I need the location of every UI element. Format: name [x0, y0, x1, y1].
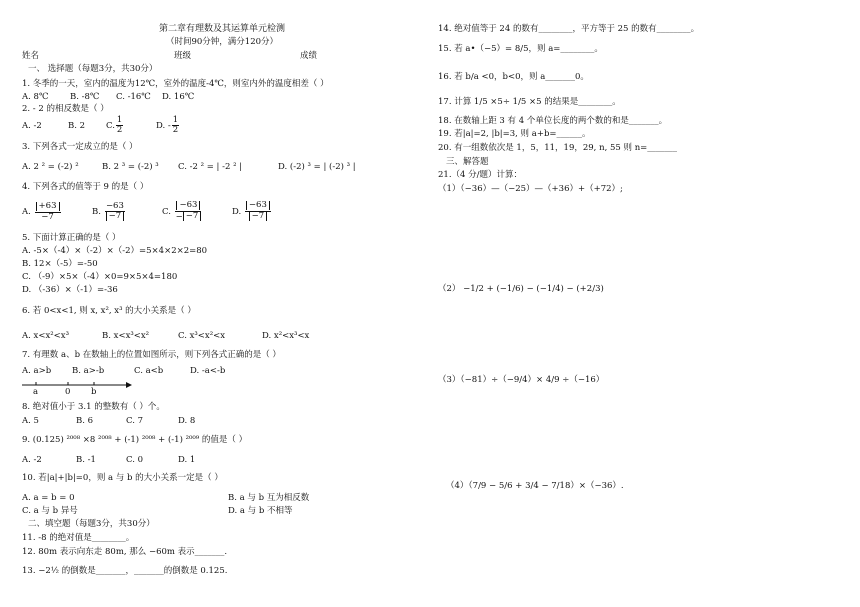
q6-option-c: C. x³<x²<x [178, 331, 226, 341]
problem-2: （2） −1/2 + (−1/6) − (−1/4) − (+2/3) [438, 284, 604, 294]
axis-label-a: a [33, 387, 39, 397]
q10-option-b: B. a 与 b 互为相反数 [228, 493, 310, 503]
q2-option-b: B. 2 [68, 121, 86, 131]
q2-option-a: A. -2 [22, 121, 42, 131]
q4-option-d: D. $\frac{-63}{-7}$ [232, 198, 272, 226]
q1-option-d: D. 16℃ [162, 92, 195, 102]
question-3: 3. 下列各式一定成立的是（ ） [22, 142, 138, 152]
q5-option-b: B. 12×（-5）=-50 [22, 259, 98, 269]
question-12: 12. 80m 表示向东走 80m, 那么 −60m 表示_______. [22, 547, 228, 557]
score-label: 成绩 [300, 51, 318, 61]
question-15: 15. 若 a•（−5）= 8/5，则 a=________。 [438, 44, 603, 54]
q5-option-c: C. （-9）×5×（-4）×0=9×5×4=180 [22, 272, 178, 282]
problem-3: （3）（−81）÷（−9/4）× 4/9 ÷（−16） [438, 375, 605, 385]
question-11: 11. -8 的绝对值是________。 [22, 533, 135, 543]
q3-option-a: A. 2 ² = (-2) ² [22, 162, 79, 172]
question-9: 9. (0.125) ²⁰⁰⁸ ×8 ²⁰⁰⁸ + (-1) ²⁰⁰⁸ + (-1) ²⁰⁰⁹ 的值是（ ） [22, 435, 248, 445]
question-21: 21.（4 分/题）计算： [438, 170, 522, 180]
q10-option-c: C. a 与 b 异号 [22, 506, 78, 516]
q4-option-b: B. $\frac{-63}{-7}$ [92, 200, 124, 221]
exam-title: 第二章有理数及其运算单元检测 [158, 24, 285, 34]
section1-heading: 一、 选择题（每题3分，共30分） [28, 64, 158, 74]
q9-option-c: C. 0 [126, 455, 144, 465]
question-14: 14. 绝对值等于 24 的数有________，平方等于 25 的数有________。 [438, 24, 700, 34]
question-2: 2. - 2 的相反数是（ ） [22, 104, 109, 114]
q6-option-b: B. x<x³<x² [102, 331, 150, 341]
question-1: 1. 冬季的一天，室内的温度为12℃，室外的温度-4℃，则室内外的温度相差（ ） [22, 79, 329, 89]
q2-option-c: C. $\frac{1}{2}$ [106, 115, 123, 135]
q6-option-a: A. x<x²<x³ [22, 331, 69, 341]
q3-option-b: B. 2 ³ = (-2) ³ [102, 162, 159, 172]
q1-option-c: C. -16℃ [116, 92, 151, 102]
q7-option-c: C. a<b [134, 366, 164, 376]
class-label: 班级 [174, 51, 192, 61]
axis-label-b: b [91, 387, 97, 397]
q4-option-a: A. $\frac{+63}{-7}$ [22, 198, 62, 226]
q9-option-d: D. 1 [178, 455, 196, 465]
section3-heading: 三、解答题 [446, 157, 489, 167]
number-line [22, 379, 142, 391]
q8-option-c: C. 7 [126, 416, 144, 426]
q7-option-a: A. a>b [22, 366, 52, 376]
question-20: 20. 有一组数依次是 1，5，11，19，29, n, 55 则 n=_______ [438, 143, 678, 153]
q7-option-b: B. a>-b [72, 366, 105, 376]
question-17: 17. 计算 1/5 ×5÷ 1/5 ×5 的结果是________。 [438, 97, 621, 107]
problem-1: （1）（−36）—（−25）—（+36）+（+72）; [438, 184, 623, 194]
question-18: 18. 在数轴上距 3 有 4 个单位长度的两个数的和是_______。 [438, 116, 668, 126]
q3-option-c: C. -2 ² = | -2 ² | [178, 162, 243, 172]
q10-option-a: A. a = b = 0 [22, 493, 75, 503]
axis-label-0: 0 [65, 387, 71, 397]
q1-option-b: B. -8℃ [70, 92, 100, 102]
q1-option-a: A. 8℃ [22, 92, 49, 102]
question-10: 10. 若|a|+|b|=0，则 a 与 b 的大小关系一定是（ ） [22, 473, 223, 483]
q8-option-a: A. 5 [22, 416, 39, 426]
q10-option-d: D. a 与 b 不相等 [228, 506, 293, 516]
q5-option-d: D. （-36）×（-1）=-36 [22, 285, 118, 295]
q4-option-c: C. $\frac{-63}{- -7}$ [162, 198, 203, 226]
section2-heading: 二、填空题（每题3分，共30分） [28, 519, 155, 529]
q5-option-a: A. -5×（-4）×（-2）×（-2）=5×4×2×2=80 [22, 246, 208, 256]
question-7: 7. 有理数 a、b 在数轴上的位置如图所示，则下列各式正确的是（ ） [22, 350, 281, 360]
q9-option-b: B. -1 [76, 455, 96, 465]
problem-4: （4）（7/9 − 5/6 + 3/4 − 7/18）×（−36）. [446, 481, 624, 491]
q8-option-b: B. 6 [76, 416, 94, 426]
q7-option-d: D. -a<-b [190, 366, 226, 376]
exam-subtitle: （时间90分钟，满分120分） [165, 37, 279, 47]
q9-option-a: A. -2 [22, 455, 42, 465]
q2-option-d: D. - $\frac{1}{2}$ [156, 115, 179, 135]
question-19: 19. 若|a|=2, |b|=3, 则 a+b=______。 [438, 129, 591, 139]
question-4: 4. 下列各式的值等于 9 的是（ ） [22, 182, 149, 192]
q3-option-d: D. (-2) ³ = | (-2) ³ | [278, 162, 356, 172]
question-13: 13. −2½ 的倒数是_______，_______的倒数是 0.125. [22, 566, 228, 576]
q6-option-d: D. x²<x³<x [262, 331, 310, 341]
q8-option-d: D. 8 [178, 416, 196, 426]
question-16: 16. 若 b/a <0，b<0，则 a_______0。 [438, 72, 589, 82]
question-5: 5. 下面计算正确的是（ ） [22, 233, 121, 243]
name-label: 姓名 [22, 51, 40, 61]
question-6: 6. 若 0<x<1, 则 x, x², x³ 的大小关系是（ ） [22, 306, 196, 316]
question-8: 8. 绝对值小于 3.1 的整数有（ ）个。 [22, 402, 165, 412]
